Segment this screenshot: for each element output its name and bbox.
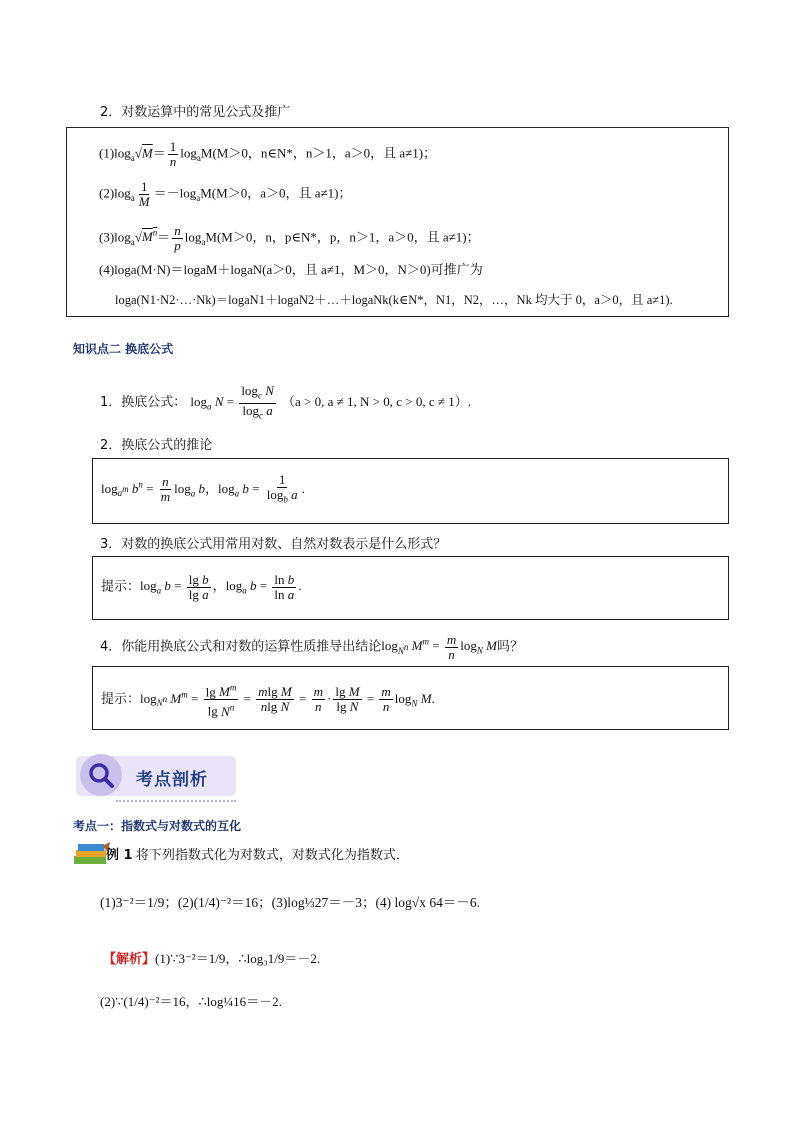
search-icon [86, 760, 116, 790]
solution-line-1: 【解析】(1)∵3⁻²＝1/9，∴log₃1/9＝－2. [103, 951, 321, 967]
section-banner [76, 752, 240, 802]
question-3: 3．对数的换底公式用常用对数、自然对数表示是什么形式？ [100, 537, 447, 552]
example-1-items: (1)3⁻²＝1/9；(2)(1/4)⁻²＝16；(3)log⅓27＝－3；(4) log√x 64＝－6. [100, 895, 480, 910]
question-4: 4．你能用换底公式和对数的运算性质推导出结论$\log_{N^n} M^m$ = $\frac{m}{n}$ $\log_N M$吗？ [100, 632, 523, 662]
formula-line-3: $(3)\log_a√M^n=$ $\frac{n}{p}$ $\log_aM(M>0$，n，p∈N*，p，n＞1，a＞0，且 a≠1)； [99, 223, 480, 253]
hint-box-4 [92, 666, 729, 730]
corollary-title: 2．换底公式的推论 [100, 438, 213, 453]
exam-point-1-title: 考点一：指数式与对数式的互化 [73, 819, 242, 833]
formula-box-1 [66, 127, 729, 317]
corollary-formula: $\log_{a^m} b^n$ = $\frac{n}{m}$ $\log_a b$，$\log_a b$ = $\frac{1}{\log_b a}$ . [101, 472, 305, 505]
change-of-base-formula: 1．换底公式： $\log_a N$ = $\frac{\log_c N}{\log_c a}$ （a > 0, a ≠ 1, N > 0, c > 0, c ≠ 1）. [100, 383, 471, 421]
example-1: 例 1 将下列指数式化为对数式，对数式化为指数式． [106, 848, 409, 863]
formula-line-2: $(2)\log_a$ $\frac{1}{M}$ $=-\log_aM(M>0$，a＞0，且 a≠1)； [99, 179, 352, 209]
section-title-2: 2．对数运算中的常见公式及推广 [100, 105, 291, 120]
corollary-box [92, 458, 729, 524]
hint-3: 提示：$\log_a b$ = $\frac{\text{lg b}}{\text{lg a}}$ ，$\log_a b$ = $\frac{\text{ln b}}{\text{ln a}}$ . [101, 572, 302, 602]
formula-line-5: loga(N1·N2·…·Nk)＝logaN1＋logaN2＋…＋logaNk(k∈N*，N1，N2，…，Nk 均大于 0，a＞0，且 a≠1). [115, 293, 673, 307]
hint-box-3 [92, 556, 729, 620]
banner-title: 考点剖析 [136, 770, 208, 790]
formula-line-1: $(1)\log_a√M=$ $\frac{1}{n}$ $\log_aM(M>0$，n∈N*，n＞1，a＞0，且 a≠1)； [99, 139, 437, 169]
knowledge-point-2-title: 知识点二 换底公式 [73, 342, 174, 356]
hint-4: 提示：$\log_{N^n} M^m$ = $\frac{\lg M^m}{\lg N^n}$ = $\frac{\text{mlg M}}{\text{nlg N}}$ = $\frac{m}{n}$ · $\frac{\text{lg M}}{\text{lg N}}$ = $\frac{m}{n}$ $\log_N M$. [101, 683, 435, 719]
solution-line-2: (2)∵(1/4)⁻²＝16，∴log¼16＝－2. [100, 994, 282, 1009]
formula-line-4: (4)loga(M·N)＝logaM＋logaN(a＞0，且 a≠1，M＞0，N＞0)可推广为 [99, 262, 483, 277]
